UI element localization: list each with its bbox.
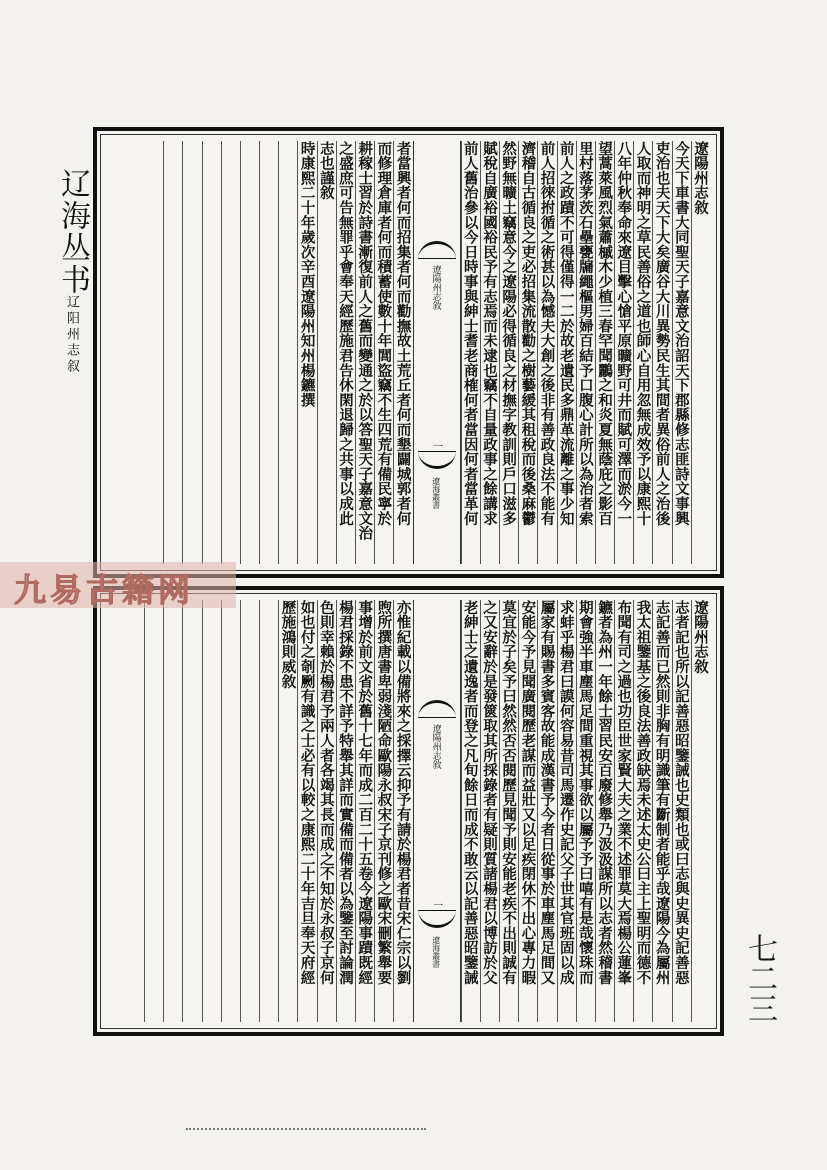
text-column: 里村落茅茨石壘甕牖繩樞男婦百結予口腹心計所以為治者索: [576, 141, 595, 564]
series-subtitle: 辽阳州志叙: [64, 295, 79, 375]
text-column: 事增於前文省於舊十七年而成二百二十五卷今遼陽事蹟既經: [355, 600, 374, 1022]
text-column: 志者記也所以記善惡昭鑒誡也史類也或曰志與史異史記善惡: [672, 600, 691, 1022]
empty-column: [259, 141, 278, 564]
text-column: 吏治也夫天下大矣廣谷大川異勢民生其間者異俗前人之治後: [652, 141, 671, 564]
text-column: 賦稅自廣裕國裕民予有志焉而未逮也竊不自量政事之餘講求: [480, 141, 499, 564]
text-column: 之又安辭於是發篋取其所採錄者有疑則質諸楊君以博訪於父: [480, 600, 499, 1022]
empty-column: [182, 600, 201, 1022]
leaf-bottom-frame: [100, 593, 717, 1029]
leaf-top-columns: [163, 141, 710, 564]
empty-column: [240, 141, 259, 564]
text-column: 老紳士之遺逸者而登之凡旬餘日而成不敢云以記善惡昭鑒誡: [461, 600, 480, 1022]
text-column: 八年仲秋奉命來遼目擊心愴平原曠野可井而賦可澤而淤今一: [614, 141, 633, 564]
leaf-bottom-columns: [144, 600, 710, 1022]
text-column: 色則幸賴於楊君予兩人者各竭其長而成之不知於永叔子京何: [317, 600, 336, 1022]
text-column: 然野無曠土竊意今之遼陽必得循良之材撫字教訓則戶口滋多: [499, 141, 518, 564]
leaf-top: [93, 127, 724, 578]
text-column: 前人之政蹟不可得僅得一二於故老遺民多鼎革流離之事少知: [557, 141, 576, 564]
text-column: 遼陽州志敘: [691, 141, 710, 564]
watermark-text: 九易古籍网: [14, 571, 195, 609]
text-column: 期會強半車塵馬足間重視其事欲以屬予予曰嘻有是哉懷珠而: [576, 600, 595, 1022]
text-column: 時康熙二十年歲次辛酉遼陽州知州楊鑣撰: [297, 141, 316, 564]
text-column: 求蚌乎楊君曰謨何容易昔司馬遷作史記父子世其官班固以成: [557, 600, 576, 1022]
empty-column: [221, 141, 240, 564]
empty-column: [221, 600, 240, 1022]
text-column: 莫宜於子矣予曰然然否否閱歷見聞予則安能老疾不出則誠有: [499, 600, 518, 1022]
watermark: [0, 562, 236, 608]
empty-column: [182, 141, 201, 564]
text-column: 楊君採錄不患不詳予特舉其詳而實備而備者以為鑒至討論潤: [336, 600, 355, 1022]
leaf-bottom: [93, 586, 724, 1036]
text-column: 濟稽自古循良之吏必招集流散勸之樹藝緩其租稅而後桑麻鬱: [518, 141, 537, 564]
empty-column: [259, 600, 278, 1022]
text-column: 我太祖鑒基之後良法善政缺焉未述太史公曰主上聖明而德不: [633, 600, 652, 1022]
fold-strip: [413, 141, 461, 564]
text-column: 耕稼士習於詩書漸復前人之舊而變通之於以答聖天子嘉意文治: [355, 141, 374, 564]
empty-column: [240, 600, 259, 1022]
text-column: 亦惟紀載以備將來之採擇云抑予有請於楊君者昔宋仁宗以劉: [393, 600, 412, 1022]
empty-column: [278, 141, 297, 564]
fold-number: 一: [430, 900, 442, 910]
text-column: 之盛庶可告無罪乎會奉天經歷施君告休閑退歸之共事以成此: [336, 141, 355, 564]
text-column: 今天下車書大同聖天子嘉意文治詔天下郡縣修志匪詩文事興: [672, 141, 691, 564]
fold-title: 遼陽州志敘: [430, 724, 441, 769]
text-column: 而修理倉庫者何而積蓄使數十年閭盜竊不生四荒有備民寧於: [374, 141, 393, 564]
text-column: 鑣者為州一年餘士習民安百廢修舉乃汲汲謀所以志者然稽書: [595, 600, 614, 1022]
text-column: 歷施鴻則威敘: [278, 600, 297, 1022]
empty-column: [144, 600, 163, 1022]
fold-strip: [413, 600, 461, 1022]
empty-column: [202, 141, 221, 564]
leaf-top-frame: [100, 134, 717, 571]
series-title: 辽海丛书: [55, 168, 90, 296]
fish-tail-mark: [418, 700, 456, 718]
text-column: 者當興者何而招集者何而勸撫故土荒丘者何而墾闢城郭者何: [393, 141, 412, 564]
fold-title: 遼陽州志敘: [430, 265, 441, 310]
text-column: 屬家有賜書多賓客故能成漢書予今者日從事於車塵馬足間又: [537, 600, 556, 1022]
fish-tail-mark: [418, 451, 456, 469]
text-column: 遼陽州志敘: [691, 600, 710, 1022]
text-column: 望蒿萊風烈氣蕭槭木少植三春罕聞鸝之和炎夏無蔭庇之影百: [595, 141, 614, 564]
text-column: 志記善而已然則非胸有明識筆有斷制者能乎哉遼陽今為屬州: [652, 600, 671, 1022]
fold-press-name: 遼海叢書: [431, 477, 441, 509]
empty-column: [163, 141, 182, 564]
fish-tail-mark: [418, 910, 456, 928]
fold-number: 一: [430, 441, 442, 451]
empty-column: [163, 600, 182, 1022]
text-column: 布聞有司之過也功臣世家賢大夫之業不述罪莫大焉楊公蓮峯: [614, 600, 633, 1022]
fish-tail-mark: [418, 241, 456, 259]
text-column: 煦所撰唐書卑弱淺陋命歐陽永叔宋子京刊修之歐宋刪繁舉要: [374, 600, 393, 1022]
scan-artifact: [186, 1128, 426, 1132]
text-column: 人取而神明之草民善俗之道也師心自用忽無成效予以康熙十: [633, 141, 652, 564]
text-column: 前人舊治參以今日時事與紳士耆老商榷何者當因何者當革何: [461, 141, 480, 564]
text-column: 如也付之剞劂有識之士必有以較之康熙二十年吉旦奉天府經: [297, 600, 316, 1022]
text-column: 安能今予見聞廣閱歷老謀而益壯又以足疾閉休不出心專力暇: [518, 600, 537, 1022]
text-column: 前人招徠拊循之術甚以為憾夫大創之後非有善政良法不能有: [537, 141, 556, 564]
fold-press-name: 遼海叢書: [431, 936, 441, 968]
empty-column: [202, 600, 221, 1022]
text-column: 志也謹敘: [317, 141, 336, 564]
page-number: 七二三: [742, 933, 777, 1023]
